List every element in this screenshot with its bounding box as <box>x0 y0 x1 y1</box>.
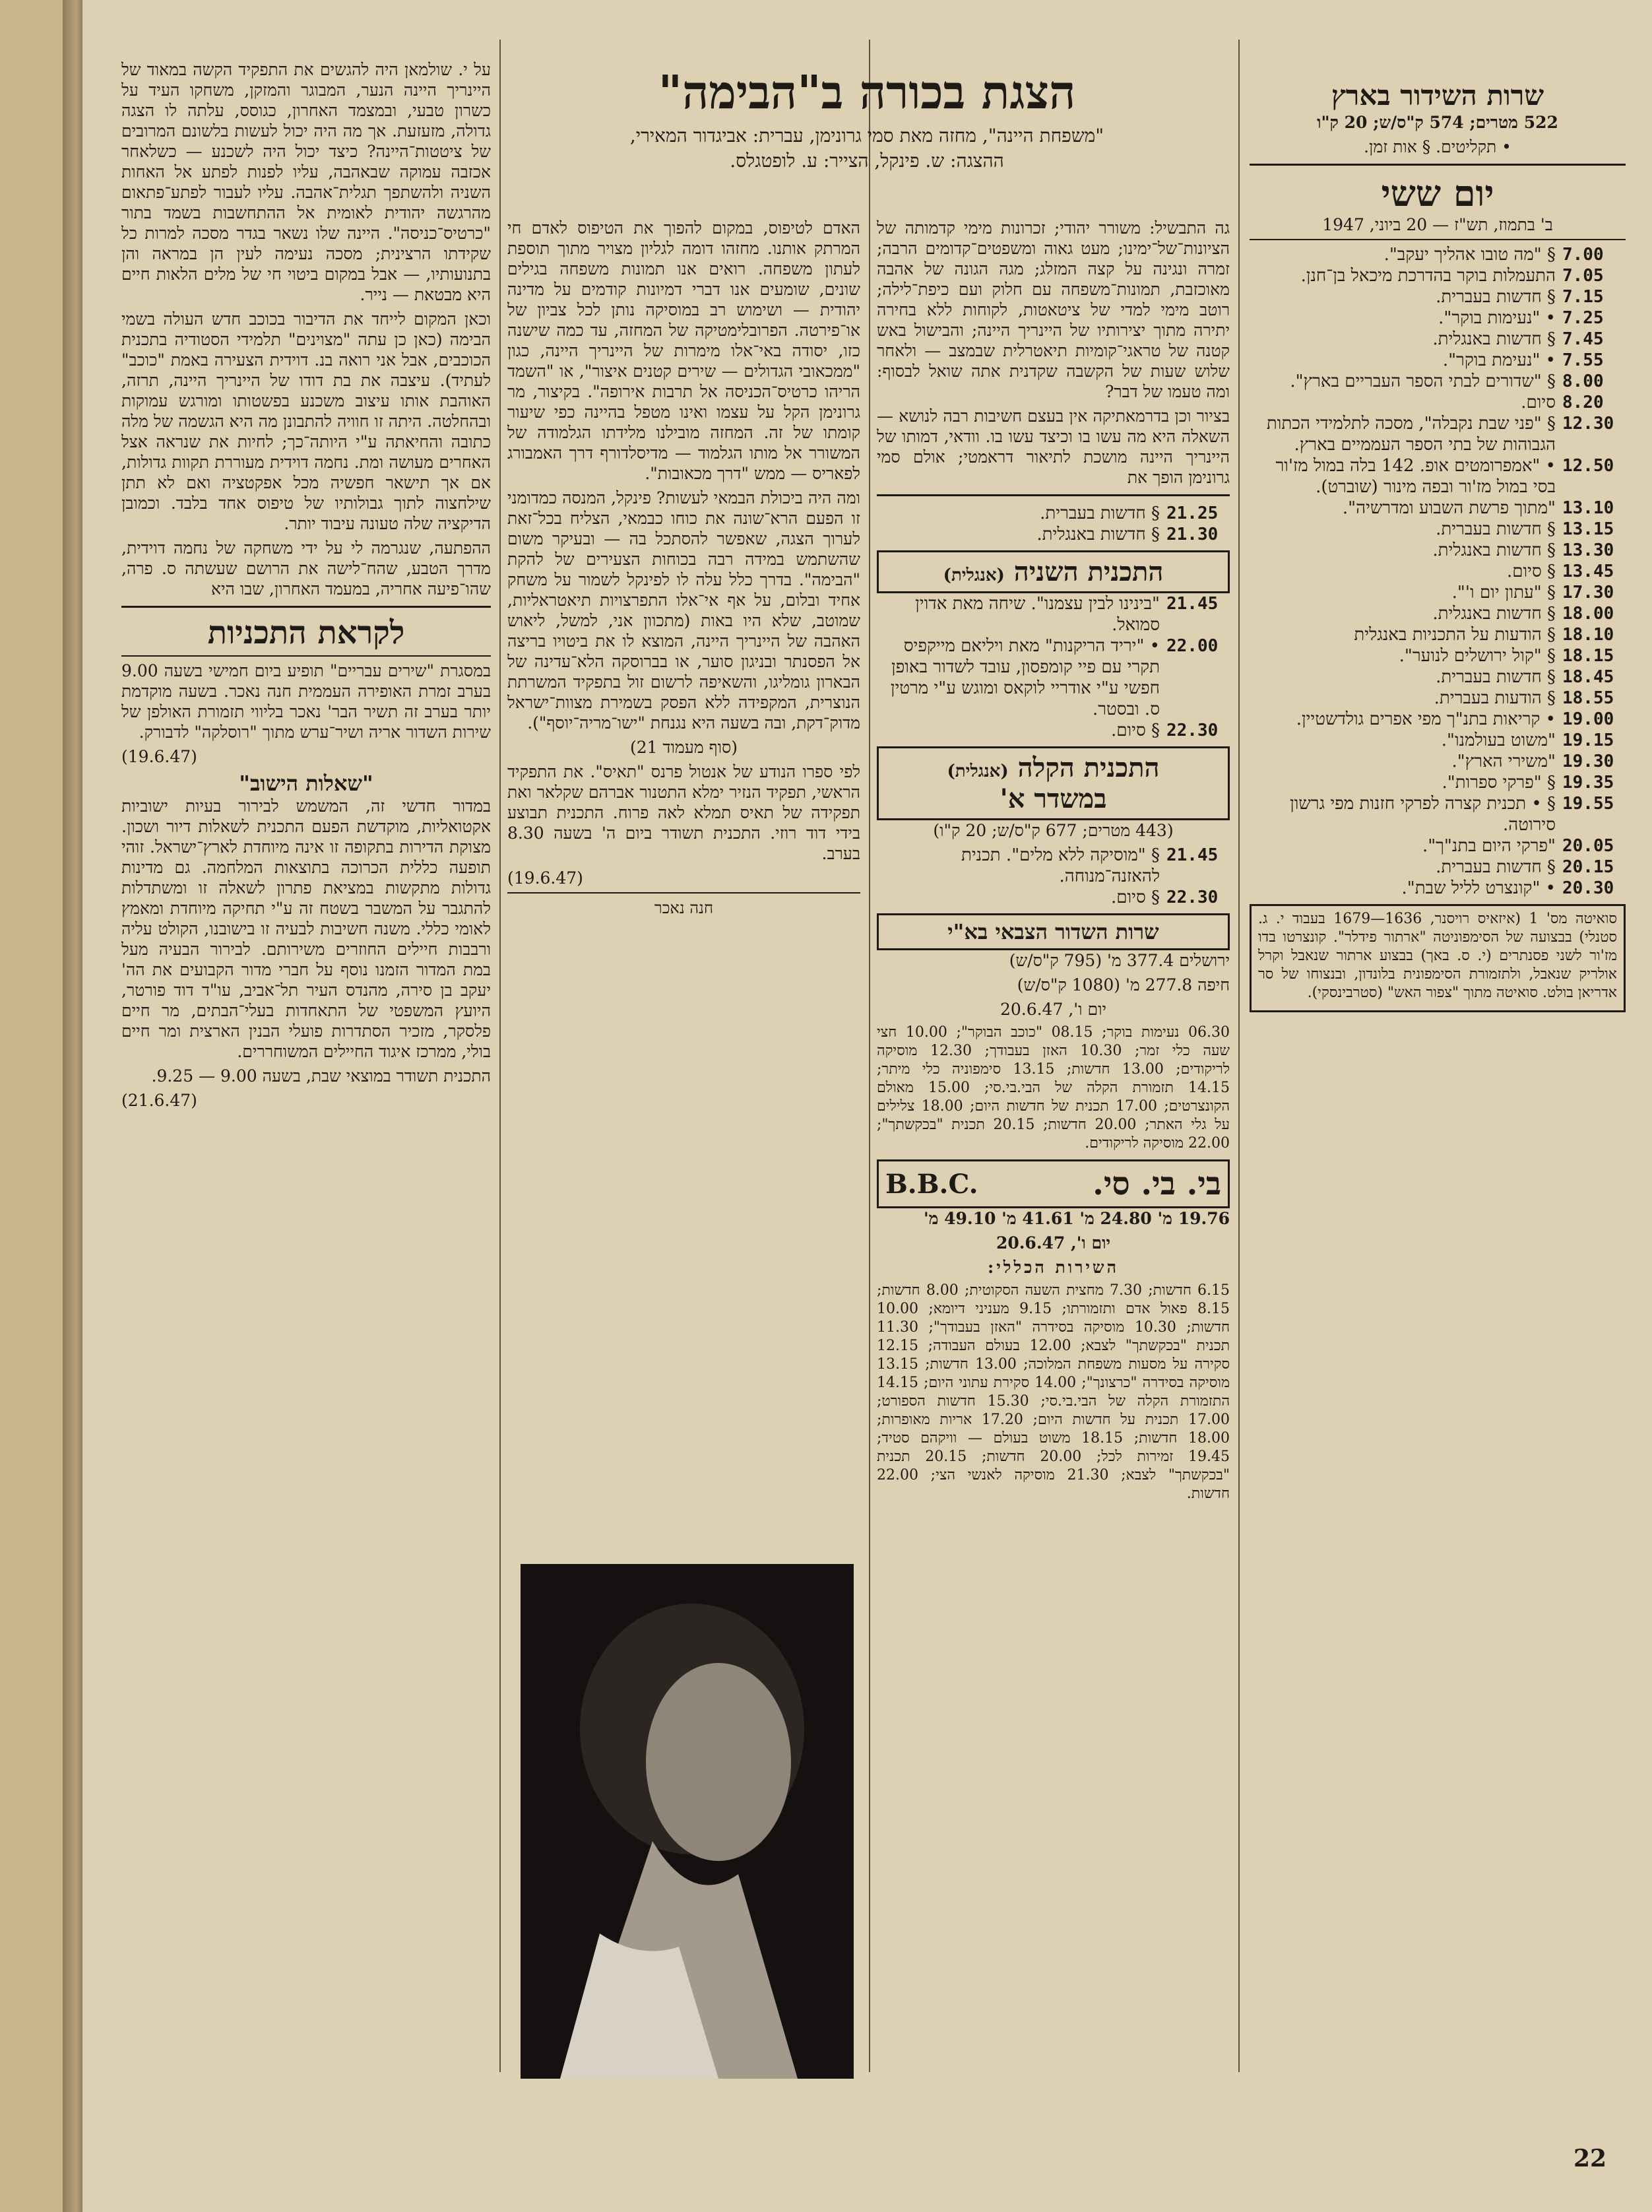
schedule-text: • קריאות בתנ"ך מפי אפרים גולדשטיין. <box>1296 709 1556 729</box>
column-rule <box>1238 40 1240 2072</box>
schedule-text: § הודעות על התכניות באנגלית <box>1354 625 1556 645</box>
continued-note: (סוף מעמוד 21) <box>629 738 738 757</box>
radio-schedule-column <box>1250 79 1626 2098</box>
column-rule <box>869 40 870 2072</box>
schedule-text: "משוט בעולמנו". <box>1441 731 1556 750</box>
schedule-row <box>877 845 1230 887</box>
divider <box>507 892 860 894</box>
concert-text: סואיטה מס' 1 (איזאיס רויסנר, 1636—1679 בעבוד י. ג. סטנלי) בבצועה של הסימפוניטה "ארתור פידלר". קונצרטו בדו מז'ור לשני פסנתרים (י. ס. באך) בבצוע ארתור שנאבל וקרל אולריק שנאבל, ולתזמורת הסימפונית בלונדון, ובנצוחו של סר אדריאן בולט. סואיטה מתוך "צפור האש" (סטרבינסקי). <box>1258 911 1617 1001</box>
schedule-row <box>1250 709 1626 730</box>
portrait-photo <box>521 1564 854 2079</box>
review-column <box>507 218 860 2085</box>
divider <box>121 606 491 608</box>
schedule-time: 13.30 <box>1562 540 1614 560</box>
schedule-text: § חדשות באנגלית. <box>1432 329 1556 349</box>
light-program-title: התכנית הקלה (אנגלית) <box>947 752 1160 783</box>
radio-header-legend: • תקליטים. § אות זמן. <box>1364 137 1511 156</box>
light-program-box <box>877 746 1230 820</box>
bbc-date: יום ו', 20.6.47 <box>996 1233 1111 1252</box>
previous-page-edge <box>0 0 73 2212</box>
schedule-row <box>1250 371 1626 392</box>
schedule-row <box>1250 498 1626 519</box>
schedule-time: 18.15 <box>1562 646 1614 666</box>
photo-caption: חנה נאכר <box>654 899 714 917</box>
review-credits-1: "משפחת היינה", מחזה מאת סמי גרונימן, עברית: אביגדור המאירי, <box>629 125 1104 146</box>
schedule-row <box>1250 350 1626 371</box>
schedule-row <box>1250 561 1626 582</box>
schedule-time: 19.35 <box>1562 773 1614 793</box>
schedule-time: 22.00 <box>1166 636 1219 656</box>
army-box <box>877 913 1230 950</box>
schedule-time: 13.10 <box>1562 498 1614 518</box>
article-intro-2: בציור וכן בדרמאתיקה אין בעצם חשיבות רבה לנושא — השאלה היא מה עשו בו וכיצד עשו בו. וודאי, דמותו של היינריך היינה מושכת לתיאור דראמטי; אולם סמי גרונימן הופך את <box>877 407 1230 487</box>
schedule-text: § "מה טובו אהליך יעקב". <box>1383 245 1556 265</box>
schedule-time: 7.15 <box>1562 287 1604 307</box>
schedule-time: 21.45 <box>1166 594 1219 614</box>
schedule-row <box>1250 667 1626 688</box>
date-stamp: (19.6.47) <box>121 747 197 766</box>
article-intro: גה התבשיל: משורר יהודי; זכרונות מימי קדמותה של הציונות־של־ימינו; מעט גאוה ומשפטים־קדומים הרבה; זמרה ונגינה על קצה המזלג; מגה הגונה של אהבה מאוכזבת, תמונות־משפחה עם חלוק ועם כיפת־לילה; רוטב מימי למדי של ציטאטות, לקוחות ללא בחירה יתירה מתוך יצירותיו של היינריך היינה; והבישול באש קטנה של טראגי־קומיות תיאטרלית שבמצב — ולאחר שלוש שעות של הקשבה שקדנית אתה שואל לבסוף: ומה טעמו של דבר? <box>877 218 1230 401</box>
schedule-text: § חדשות בעברית. <box>1436 287 1556 307</box>
schedule-row <box>1250 455 1626 498</box>
left-body-1: על י. שולמאן היה להגשים את התפקיד הקשה במאוד של היינריך היינה הנער, המבוגר והמזקן, משחקו העיד על כשרון טבעי, ובמצמד האחרון, כגוסס, עלתה לו הצגה גדולה, מזעזעת. אך מה היה יכול לעשות בלשונם המרובים של ציטטות־היינה? כיצד יכול היה לשכנע — כשלאחר אכזבה עמוקה שבאהבה, עליו לפנות לפתע אל האחות השניה ולהשתפך תגלית־אהבה. עליו לעבור לפתע־פתאום מהרגשה יהודית לאומית אל ההתחשבות בשמד בתור "כרטיס־כניסה". היינה שלו נשאר בגדר מסכה למרות כל שקידתו הרצינית; מסכה נעימה לעין הן במראה והן בתנועותיו, — אבל במקום ביטוי חי של מלים הלאות חיים היא מבטאת — נייר. <box>121 60 491 304</box>
schedule-text: "מתוך פרשת השבוע ומדרשיה". <box>1342 498 1556 518</box>
schedule-text: § חדשות בעברית. <box>1436 667 1556 687</box>
schedule-text: התעמלות בוקר בהדרכת מיכאל בן־חנן. <box>1300 266 1556 286</box>
schedule-time: 20.05 <box>1562 836 1614 856</box>
schedule-row <box>877 720 1230 741</box>
review-headline: הצגת בכורה ב"הבימה" <box>658 65 1076 119</box>
schedule-time: 8.20 <box>1562 393 1604 412</box>
schedule-row <box>1250 857 1626 878</box>
programs-text-1: במסגרת "שירים עבריים" תופיע ביום חמישי בשעה 9.00 בערב זמרת האופירה העממית חנה נאכר. בשעה מוקדמת יותר בערב זה תשיר הבר' נאכר בליווי תזמורת האולפן של שירות השדור אריה ושיר־ערש מתוך "רוסלקה" לדבורק. <box>121 661 491 742</box>
date-stamp: (21.6.47) <box>121 1091 197 1110</box>
schedule-row <box>1250 519 1626 540</box>
schedule-row <box>1250 308 1626 329</box>
article-column-2 <box>877 218 1230 2105</box>
bbc-service: השירות הכללי: <box>987 1258 1120 1277</box>
schedule-time: 20.30 <box>1562 878 1614 898</box>
army-date: יום ו', 20.6.47 <box>1000 1000 1107 1019</box>
schedule-time: 19.15 <box>1562 731 1614 750</box>
army-frequency-2: חיפה 277.8 מ' (1080 ק"ס/ש) <box>1017 975 1230 994</box>
schedule-row <box>1250 265 1626 286</box>
schedule-list <box>1250 244 1626 899</box>
schedule-text: § סיום. <box>1110 888 1160 907</box>
settlement-text: במדור חדשי זה, המשמש לבירור בעיות ישוביות אקטואליות, מוקדשת הפעם התכנית לשאלות דיור ושכון. מצוקת הדירות בתקופה זו אינה מיוחדת לארץ־ישראל. זוהי תופעה כללית הכרוכה בתוצאות המלחמה. גם מדינות גדולות מתקשות במציאת פתרון לשאלה זו ומשתדלות להתגבר על המשבר בשטח זה ע"י תחיקה מיוחדת ומאמץ לאומי כללי. משנה חשיבות לבעיה זו בישובנו, הקולט עליה ורבבות חיילים החוזרים משירותם. לבירור הבעיה מעל במת המדור הזמנו נוסף על חברי מדור הקבועים את הה' יעקב בן סירה, מהנדס העיר תל־אביב, עו"ד דוד פורטר, היועץ המשפטי של התאחדות בעלי־הבתים, מר חיים פלסקר, מזכיר הסתדרות פועלי הבנין הארצית ומר חיים בולי, ממרכז איגוד החיילים המשוחררים. <box>121 797 491 1061</box>
schedule-time: 18.55 <box>1562 688 1614 708</box>
schedule-row <box>1250 244 1626 265</box>
schedule-text: § חדשות בעברית. <box>1436 857 1556 877</box>
schedule-time: 22.30 <box>1166 888 1219 907</box>
schedule-row: 21.25 § חדשות בעברית. <box>1040 504 1219 523</box>
schedule-row <box>1250 286 1626 308</box>
schedule-text: "משירי הארץ". <box>1451 752 1556 771</box>
day-title: יום ששי <box>1381 172 1494 214</box>
light-program-list <box>877 845 1230 908</box>
schedule-row <box>1250 392 1626 413</box>
schedule-text: § הודעות בעברית. <box>1434 688 1556 708</box>
schedule-text: § "מוסיקה ללא מלים". תכנית להאזנה־מנוחה. <box>961 845 1160 886</box>
schedule-text: § חדשות באנגלית. <box>1432 540 1556 560</box>
bbc-box <box>877 1159 1230 1208</box>
settlement-end: התכנית תשודר במוצאי שבת, בשעה 9.00 — 9.25. <box>151 1066 491 1086</box>
schedule-time: 7.45 <box>1562 329 1604 349</box>
schedule-text: סיום. <box>1521 393 1556 412</box>
schedule-text: § סיום. <box>1506 562 1556 581</box>
army-title: שרות השדור הצבאי בא"י <box>947 919 1159 944</box>
portrait-photo-image <box>521 1564 854 2079</box>
light-program-subtitle: במשדר א' <box>1000 783 1107 814</box>
schedule-text: § חדשות בעברית. <box>1436 519 1556 539</box>
schedule-text: "בינינו לבין עצמנו". שיחה מאת אדוין סמואל. <box>915 594 1160 635</box>
schedule-text: § "עתון יום ו'". <box>1451 583 1556 602</box>
schedule-time: 7.00 <box>1562 245 1604 265</box>
left-column <box>121 59 491 2092</box>
schedule-row <box>1250 835 1626 857</box>
page-number: 22 <box>1573 2145 1607 2172</box>
schedule-time: 22.30 <box>1166 721 1219 740</box>
schedule-row <box>1250 878 1626 899</box>
date-stamp: (19.6.47) <box>507 868 583 888</box>
programs-title: לקראת התכניות <box>207 614 405 651</box>
column-rule <box>499 40 501 2072</box>
army-frequency-1: ירושלים 377.4 מ' (795 ק"ס/ש) <box>1009 951 1230 970</box>
bbc-title: בי. בי. סי. <box>1093 1165 1221 1202</box>
review-body-2: ומה היה ביכולת הבמאי לעשות? פינקל, המנסה כמדומני זו הפעם הרא־שונה את כוחו כבמאי, הצליח בכל־זאת לערוך הצגה, שאפשר להסתכל בה — ובעיקר משום שהשתמש במידה רבה בכוחות הצעירים של להקת "הבימה". בדרך כלל עלה לו לפינקל לשמור על משחק אחיד ובלום, על אף אי־אלו התפרצויות תיאטראליות, שמוטב, שלא היו באות (מתכוון אני, למשל, ליאוש האהבה של היינריך היינה, המוצא לו את ביטויו בריצה אל הפסנתר ובניגון סוער, או בברוסקה הלא־עדינה של הבארון גומליגו, והשאיפה לרשום זול בתפקיד המשרתת הנוצרית, המקפידה ללא הפסק בשמירת מצוות־ישראל מדוק־דקת, ובה בשעה היא נגנחת "ישו־מריה־יוסף"). <box>507 488 860 732</box>
schedule-row <box>1250 329 1626 350</box>
left-body-2: וכאן המקום לייחד את הדיבור בכוכב חדש העולה בשמי הבימה (כאן כן עתה "מצוינים" תלמידי הסטודיה בתכנית הכוכבים, אבל אני רואה בנ. דוידית הצעירה באמת "כוכב" לעתיד). עיצבה את בת דודו של היינריך היינה, תרזה, האוהבת אותו עיצוב משכנע בפשטותו ומורגש עמוקות ובהחלטה. היתה זו חוויה להתבונן מה היא הגשמה של מלה כתובה והחיאתה ע"י היותה־כך; לחיות את שנראה אצל האחרים מעושה ומת. נחמה דוידית מעוררת תקוות גדולות, אם אך תישאר חפשיה מכל אפקטציה ואם לא תתן שילחצוה לתוך גבולותיו של טיפוס אחד בלבד. וכמובן הדיקציה שלה טעונה עיבוד יותר. <box>121 309 491 533</box>
review-body-3: לפי ספרו הנודע של אנטול פרנס "תאיס". את התפקיד הראשי, תפקיד הנזיר ימלא התטנור אברהם שקלאר ואת תפקידה של תאיס תמלא לאה פרוח. התכנית תבוצע בידי דוד רוזי. התכנית תשודר ביום ה' בשעה 8.30 בערב. <box>507 762 860 863</box>
bbc-text: 6.15 חדשות; 7.30 מחצית השעה הסקוטית; 8.00 חדשות; 8.15 פאול אדם ותזמורתו; 9.15 מעניני דיומא; 10.00 חדשות; 10.30 מוסיקה בסידרה "האזן בעבודך"; 11.30 תכנית "בכקשתך" לצבא; 12.00 בעולם העבודה; 12.15 סקירה על מסעות משפחת המלוכה; 13.00 חדשות; 13.15 מוסיקה בסידרה "כרצונך"; 14.00 סקירת עתוני היום; 14.15 התזמורת הקלה של הבי.בי.סי; 15.30 חדשות הספורט; 17.00 תכנית על חדשות היום; 17.20 אריות מאופרות; 18.00 חדשות; 18.15 משוט בעולם — וויקהם סטיד; 19.45 זמירות לכל; 20.00 חדשות; 20.15 תכנית "בכקשתך" לצבא; 21.30 מוסיקה לאנשי הצי; 22.00 חדשות. <box>877 1282 1230 1502</box>
divider <box>1250 164 1626 166</box>
schedule-text: § "קול ירושלים לנוער". <box>1399 646 1556 666</box>
schedule-text: "פרקי היום בתנ"ך". <box>1422 836 1556 856</box>
schedule-text: • "קונצרט לליל שבת". <box>1401 878 1556 898</box>
schedule-time: 19.00 <box>1562 709 1614 729</box>
schedule-text: § "פני שבת נקבלה", מסכה לתלמידי הכתות הגבוהות של בתי הספר העממיים בארץ. <box>1266 414 1556 455</box>
schedule-row <box>1250 772 1626 793</box>
schedule-row <box>1250 603 1626 624</box>
schedule-text: § "פרקי ספרות". <box>1442 773 1556 793</box>
schedule-row <box>1250 540 1626 561</box>
review-credits-2: ההצגה: ש. פינקל, הצייר: ע. לופטגלס. <box>730 150 1004 172</box>
schedule-text: § סיום. <box>1110 721 1160 740</box>
schedule-row <box>1250 751 1626 772</box>
schedule-time: 12.30 <box>1562 414 1614 434</box>
schedule-time: 8.00 <box>1562 372 1604 391</box>
radio-header-title: שרות השידור בארץ <box>1331 79 1544 112</box>
schedule-time: 18.45 <box>1562 667 1614 687</box>
schedule-time: 7.05 <box>1562 266 1604 286</box>
review-body-1: האדם לטיפוס, במקום להפוך את הטיפוס לאדם חי המרתק אותנו. מחזהו דומה לגליון מצויר מתוך תוספת לעתון משפחה. רואים אנו תמונות משפחה בגילים שונים, שומעים אנו דברי דמיונות קודמים על מדינה יהודית — ושימוש רב במוסיקה נותן לכל צביון של או־פירטה. הפרובלימטיקה של המחזה, עד כמה שישנה כזו, יסודה באי־אלו מימרות של היינריך היינה, כגון "ממכאובי הגדולים — שירים קטנים איצור", או "השמד הריהו כרטיס־הכניסה אל תרבות אירופה". בקיצור, מר גרונימן הקל על עצמו ואינו מטפל בהיינה כפי שיעור קומתו של זה. המחזה מובילנו מלידתו הגלמודה של המשורר אל מותו הגלמוד — מדיסלדורף דרך האמבורג לפאריס — ממש "דרך מכאובות". <box>507 218 860 483</box>
army-text: 06.30 נעימות בוקר; 08.15 "כוכב הבוקר"; 10.00 חצי שעה כלי זמר; 10.30 האזן בעבודך; 12.30 מוסיקה לריקודים; 13.00 חדשות; 13.15 סימפוניה כלי מיתר; 14.15 תזמורת הקלה של הבי.בי.סי; 15.00 מאולם הקונצרטים; 17.00 תכנית של חדשות היום; 18.00 צלילים על גלי האתר; 20.00 חדשות; 20.15 תכנית "בכקשתך"; 22.00 מוסיקה לריקודים. <box>877 1024 1230 1152</box>
schedule-time: 13.15 <box>1562 519 1614 539</box>
schedule-time: 7.55 <box>1562 350 1604 370</box>
schedule-row <box>1250 624 1626 645</box>
schedule-time: 12.50 <box>1562 456 1614 476</box>
concert-box <box>1250 904 1626 1012</box>
schedule-text: • "אמפרומטים אופ. 142 בלה במול מז'ור בסי במול מז'ור ובפה מינור (שוברט). <box>1275 456 1556 497</box>
schedule-row: 21.30 § חדשות באנגלית. <box>1036 525 1219 544</box>
schedule-row <box>1250 413 1626 455</box>
settlement-title: "שאלות הישוב" <box>239 771 373 796</box>
schedule-row <box>877 593 1230 635</box>
schedule-text: § "שדורים לבתי הספר העבריים בארץ". <box>1290 372 1556 391</box>
divider <box>1250 239 1626 240</box>
radio-header-frequency: 522 מטרים; 574 ק"ס/ש; 20 ק"ו <box>1317 113 1558 132</box>
schedule-time: 19.30 <box>1562 752 1614 771</box>
divider <box>121 655 491 657</box>
schedule-time: 7.25 <box>1562 308 1604 328</box>
schedule-time: 17.30 <box>1562 583 1614 602</box>
light-program-frequency: (443 מטרים; 677 ק"ס/ש; 20 ק"ו) <box>933 821 1174 840</box>
second-program-box <box>877 550 1230 593</box>
schedule-row <box>1250 582 1626 603</box>
left-body-3: ההפתעה, שנגרמה לי על ידי משחקה של נחמה דוידית, מדרך הטבע, שהח־לישה את הרושם שעשתה ס. פרה, שהו־פיעה אחריה, במעמד האחרון, שבו היא <box>121 538 491 599</box>
schedule-text: • "נעימות בוקר". <box>1438 308 1556 328</box>
schedule-time: 19.55 <box>1562 794 1614 814</box>
schedule-row <box>877 887 1230 908</box>
schedule-text: § חדשות באנגלית. <box>1432 604 1556 624</box>
date-line: ב' בתמוז, תש"ז — 20 ביוני, 1947 <box>1322 215 1553 234</box>
schedule-row <box>1250 688 1626 709</box>
second-program-title: התכנית השניה (אנגלית) <box>943 556 1164 587</box>
schedule-time: 18.10 <box>1562 625 1614 645</box>
schedule-row <box>877 635 1230 720</box>
schedule-row <box>1250 730 1626 751</box>
schedule-time: 18.00 <box>1562 604 1614 624</box>
schedule-text: • "יריד הריקנות" מאת ויליאם מייקפיס תקרי עם פיי קומפסון, עובד לשדור באופן חפשי ע"י אודריי לוקאס ומוגש ע"י מרטין ס. ובסטר. <box>890 636 1160 719</box>
schedule-row <box>1250 645 1626 667</box>
schedule-time: 21.45 <box>1166 845 1219 865</box>
schedule-row <box>1250 793 1626 835</box>
divider <box>877 494 1230 496</box>
bbc-latin-title: B.B.C. <box>885 1168 978 1200</box>
schedule-text: • "נעימת בוקר". <box>1442 350 1556 370</box>
schedule-time: 20.15 <box>1562 857 1614 877</box>
review-headline-block <box>504 63 1230 214</box>
schedule-text: § • תכנית קצרה לפרקי חזנות מפי גרשון סירוטה. <box>1290 794 1556 835</box>
magazine-page <box>82 0 1652 2212</box>
schedule-time: 13.45 <box>1562 562 1614 581</box>
second-program-list <box>877 593 1230 741</box>
bbc-frequency: 19.76 מ' 24.80 מ' 41.61 מ' 49.10 מ' <box>923 1209 1230 1228</box>
